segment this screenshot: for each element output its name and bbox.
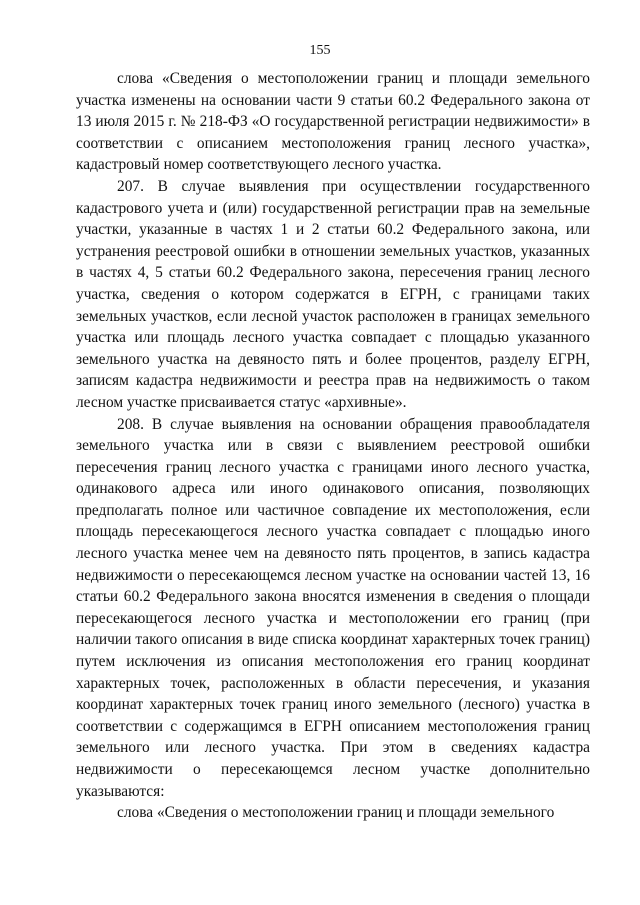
document-body [76,68,590,824]
paragraph-207: 207. В случае выявления при осуществлении государственного кадастрового учета и (или) государственной регистрации прав на земельные участки, указанные в частях 1 и 2 статьи 60.2 Федерального закона, или устранения реестровой ошибки в отношении земельных участков, указанных в частях 4, 5 статьи 60.2 Федерального закона, пересечения границ лесного участка, сведения о котором содержатся в ЕГРН, с границами таких земельных участков, если лесной участок расположен в границах земельного участка или площадь лесного участка совпадает с площадью указанного земельного участка на девяносто пять и более процентов, разделу ЕГРН, записям кадастра недвижимости и реестра прав на недвижимость о таком лесном участке присваивается статус «архивные». [76,177,590,411]
bottom-edge [0,899,640,905]
paragraph-final-fragment: слова «Сведения о местоположении границ и площади земельного [117,804,555,822]
paragraph-continuation: слова «Сведения о местоположении границ и площади земельного участка изменены на основании части 9 статьи 60.2 Федерального закона от 13 июля 2015 г. № 218-ФЗ «О государственной регистрации недвижимости» в соответствии с описанием местоположения границ лесного участка», кадастровый номер соответствующего лесного участка. [76,70,590,174]
page-number: 155 [309,43,331,58]
paragraph-208: 208. В случае выявления на основании обращения правообладателя земельного участка или в связи с выявлением реестровой ошибки пересечения границ лесного участка с границами иного лесного участка, одинакового адреса или иного одинакового описания, позволяющих предполагать полное или частичное совпадение их местоположения, если площадь пересекающегося лесного участка совпадает с площадью иного лесного участка менее чем на девяносто пять процентов, в запись кадастра недвижимости о пересекающемся лесном участке на основании частей 13, 16 статьи 60.2 Федерального закона вносятся изменения в сведения о площади пересекающегося лесного участка и местоположении его границ (при наличии такого описания в виде списка координат характерных точек границ) путем исключения из описания местоположения его границ координат характерных точек, расположенных в области пересечения, и указания координат характерных точек границ иного земельного (лесного) участка в соответствии с содержащимся в ЕГРН описанием местоположения границ земельного или лесного участка. При этом в сведениях кадастра недвижимости о пересекающемся лесном участке дополнительно указываются: [76,415,590,800]
